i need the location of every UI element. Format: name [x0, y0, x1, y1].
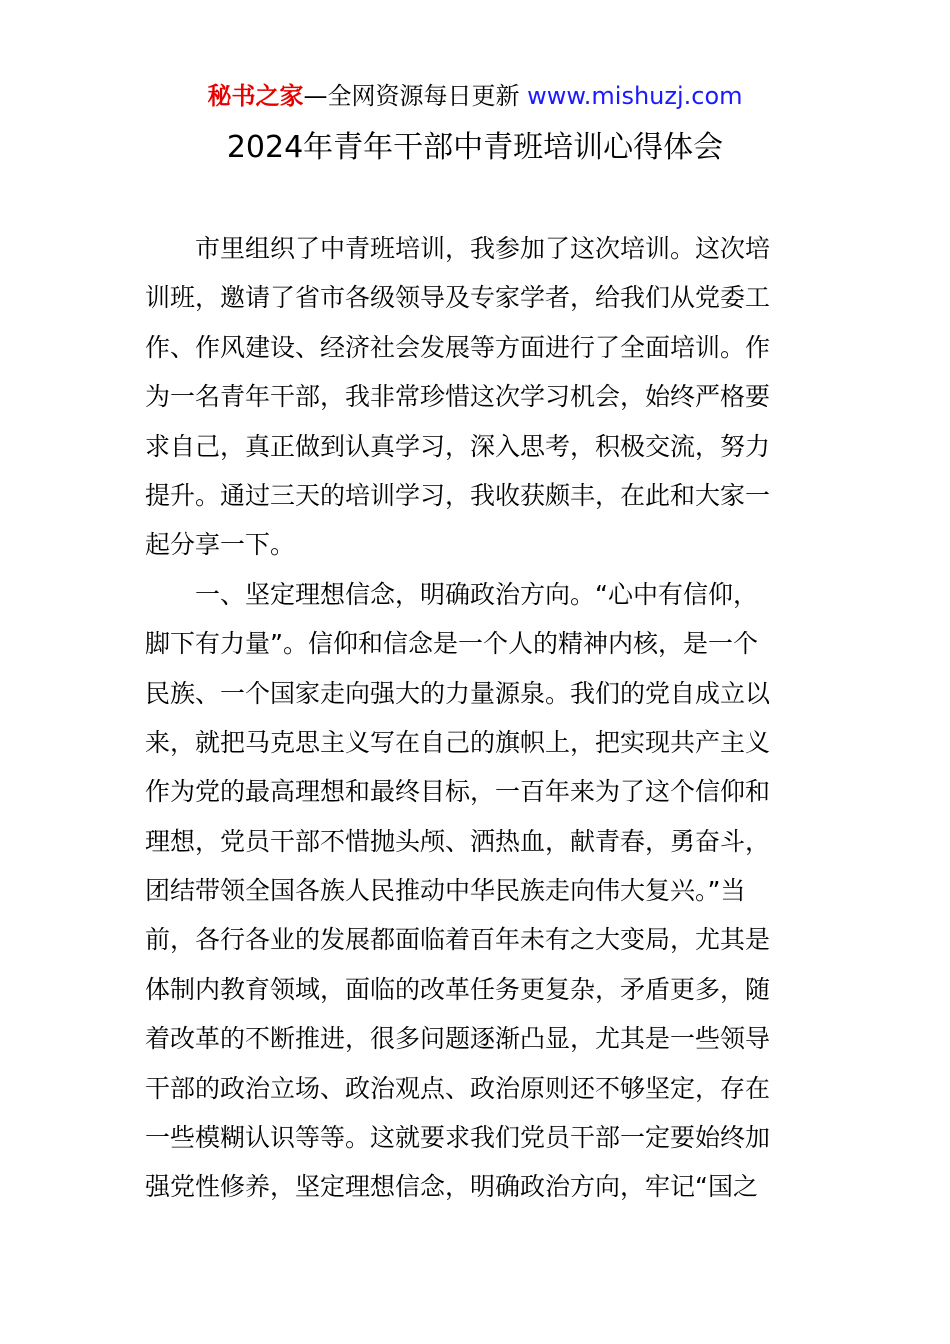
- text-line: 作为党的最高理想和最终目标，一百年来为了这个信仰和: [145, 777, 771, 807]
- site-url: www.mishuzj.com: [527, 82, 743, 110]
- text-line: 团结带领全国各族人民推动中华民族走向伟大复兴。”当: [145, 876, 746, 906]
- text-line: 市里组织了中青班培训，我参加了这次培训。这次培: [195, 234, 771, 263]
- text-line: 来，就把马克思主义写在自己的旗帜上，把实现共产主义: [145, 727, 771, 757]
- text-line: 一、坚定理想信念，明确政治方向。“心中有信仰，: [195, 579, 758, 609]
- text-line: 理想，党员干部不惜抛头颅、洒热血，献青春，勇奋斗，: [145, 826, 771, 856]
- header-tagline: —全网资源每日更新: [303, 82, 528, 110]
- text-line: 前，各行各业的发展都面临着百年未有之大变局，尤其是: [145, 925, 771, 955]
- document-body: [145, 224, 810, 1212]
- site-header: [0, 80, 950, 112]
- text-line: 体制内教育领域，面临的改革任务更复杂，矛盾更多，随: [145, 974, 771, 1004]
- brand-name: 秘书之家: [207, 82, 304, 110]
- text-line: 干部的政治立场、政治观点、政治原则还不够坚定，存在: [145, 1073, 771, 1103]
- text-line: 作、作风建设、经济社会发展等方面进行了全面培训。作: [145, 332, 771, 362]
- text-line: 脚下有力量”。信仰和信念是一个人的精神内核，是一个: [145, 629, 758, 659]
- text-line: 强党性修养，坚定理想信念，明确政治方向，牢记“国之: [145, 1172, 758, 1202]
- text-line: 民族、一个国家走向强大的力量源泉。我们的党自成立以: [145, 678, 771, 708]
- text-line: 求自己，真正做到认真学习，深入思考，积极交流，努力: [145, 431, 771, 461]
- text-line: 着改革的不断推进，很多问题逐渐凸显，尤其是一些领导: [145, 1024, 771, 1054]
- document-title: 2024年青年干部中青班培训心得体会: [226, 130, 724, 165]
- text-line: 一些模糊认识等等。这就要求我们党员干部一定要始终加: [145, 1123, 771, 1153]
- text-line: 为一名青年干部，我非常珍惜这次学习机会，始终严格要: [145, 382, 771, 412]
- text-line: 起分享一下。: [145, 530, 296, 560]
- text-line: 提升。通过三天的培训学习，我收获颇丰，在此和大家一: [145, 480, 771, 510]
- text-line: 训班，邀请了省市各级领导及专家学者，给我们从党委工: [145, 283, 771, 313]
